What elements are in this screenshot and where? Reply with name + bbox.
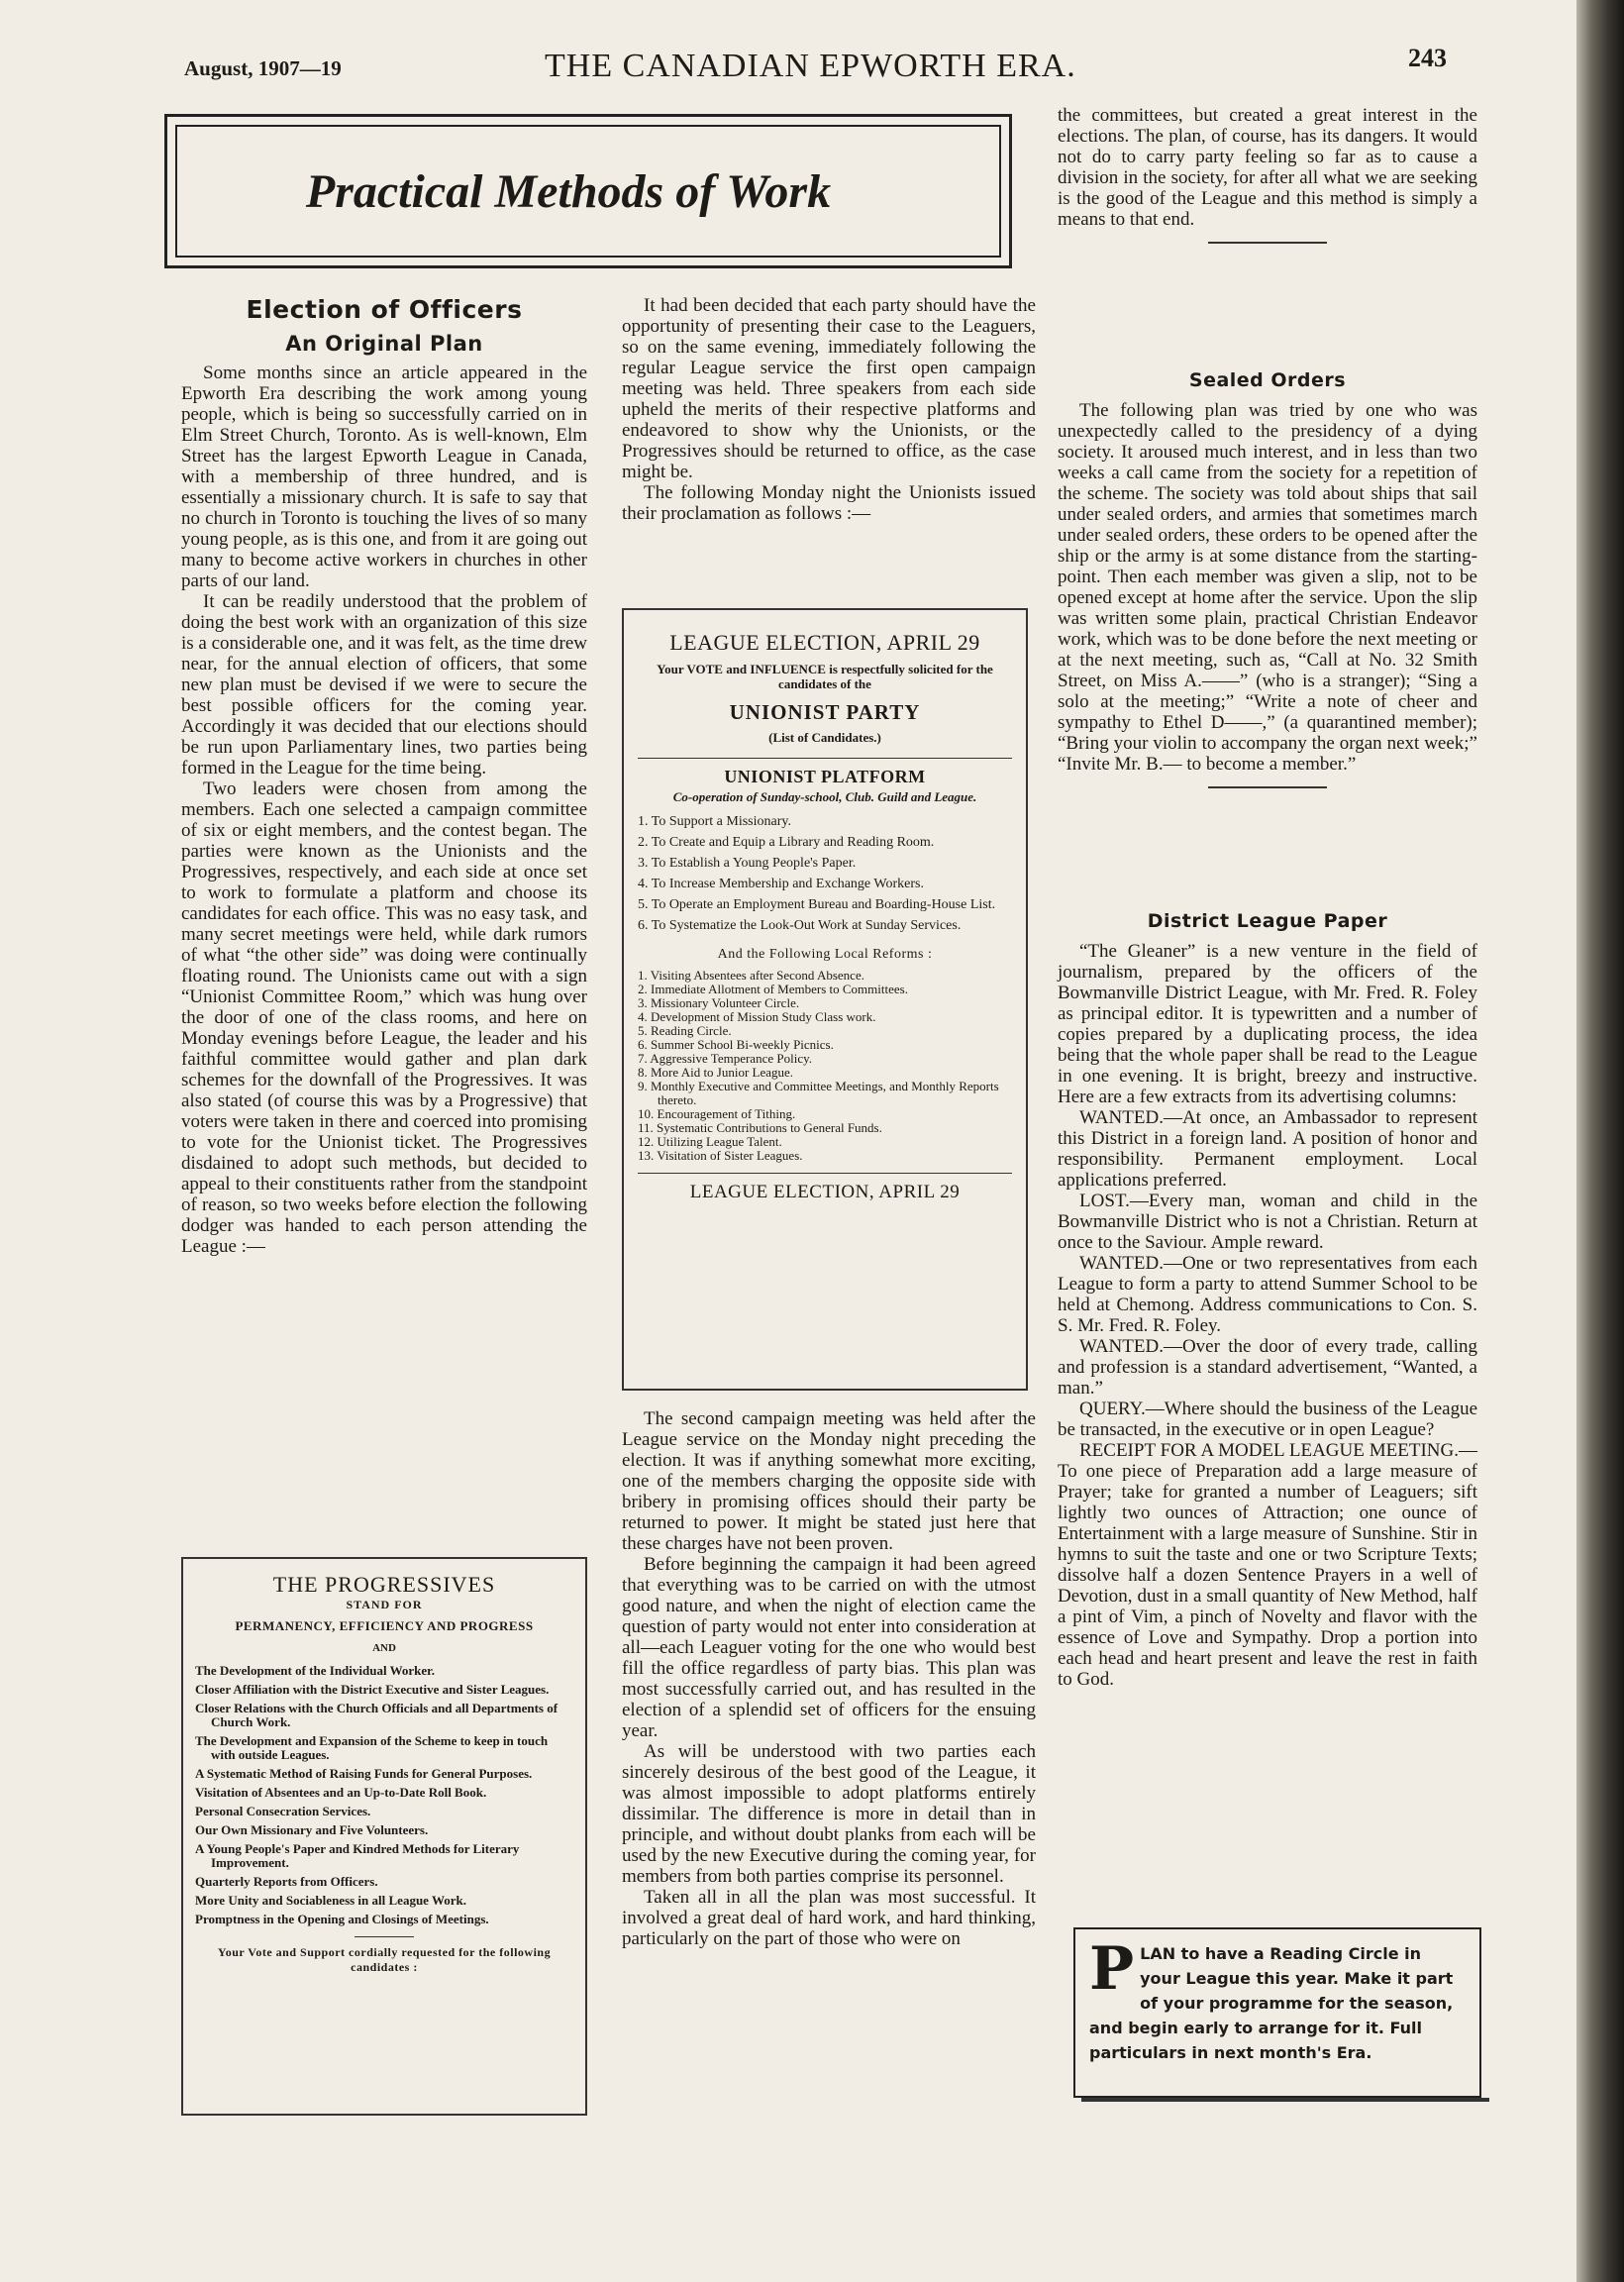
divider bbox=[638, 758, 1012, 759]
section-masthead bbox=[164, 114, 1012, 268]
column-2-continued bbox=[622, 1408, 1036, 1949]
local-reforms-heading: And the Following Local Reforms : bbox=[717, 947, 933, 962]
list-item: 10. Encouragement of Tithing. bbox=[638, 1106, 796, 1121]
dodger-and: AND bbox=[372, 1642, 396, 1654]
drop-cap: P bbox=[1089, 1934, 1135, 2004]
progressives-dodger bbox=[181, 1557, 587, 2116]
dodger-vote-request: Your Vote and Support cordially requested for the following candidates : bbox=[217, 1945, 552, 1974]
column-3 bbox=[1058, 105, 1477, 258]
list-item: 4. To Increase Membership and Exchange Workers. bbox=[638, 877, 924, 891]
list-item: More Unity and Sociableness in all League Work. bbox=[195, 1893, 466, 1908]
list-item: 12. Utilizing League Talent. bbox=[638, 1134, 782, 1149]
paragraph: The following Monday night the Unionists issued their proclamation as follows :— bbox=[622, 482, 1036, 524]
magazine-title: THE CANADIAN EPWORTH ERA. bbox=[545, 48, 1076, 84]
dodger-title: THE PROGRESSIVES bbox=[272, 1572, 496, 1597]
list-item: 2. To Create and Equip a Library and Reading Room. bbox=[638, 835, 935, 850]
proclamation-title: LEAGUE ELECTION, APRIL 29 bbox=[669, 630, 980, 655]
section-title: Practical Methods of Work bbox=[305, 164, 832, 218]
paragraph: Some months since an article appeared in the Epworth Era describing the work among young people, which is being so successfully carried on in Elm Street Church, Toronto. As is well-known, Elm Street has the largest Epworth League in Canada, with a membership of three hundred, and is essentially a missionary church. It is safe to say that no church in Toronto is touching the lives of so many young people, as is this one, and from it are going out many to become active workers in churches in other parts of our land. bbox=[181, 363, 587, 591]
list-item: Personal Consecration Services. bbox=[195, 1804, 371, 1818]
column-1 bbox=[181, 295, 587, 1257]
divider bbox=[355, 1936, 414, 1937]
district-paper-article bbox=[1058, 909, 1477, 1690]
paragraph: As will be understood with two parties each sincerely desirous of the best good of the League, it was almost impossible to adopt platforms entirely dissimilar. The difference is more in detail than in principle, and without doubt planks from each will be used by the new Executive during the coming year, for members from both parties comprise its personnel. bbox=[622, 1741, 1036, 1887]
paragraph: WANTED.—Over the door of every trade, calling and profession is a standard advertisement, “Wanted, a man.” bbox=[1058, 1336, 1477, 1399]
list-item: The Development of the Individual Worker. bbox=[195, 1663, 435, 1678]
paragraph: LOST.—Every man, woman and child in the Bowmanville District who is not a Christian. Return at once to the Saviour. Ample reward. bbox=[1058, 1191, 1477, 1253]
paragraph: WANTED.—One or two representatives from each League to form a party to attend Summer School to be held at Chemong. Address communications to Con. S. S. Mr. Fred. R. Foley. bbox=[1058, 1253, 1477, 1336]
list-item: A Systematic Method of Raising Funds for General Purposes. bbox=[195, 1766, 533, 1781]
list-item: Closer Relations with the Church Officials and all Departments of Church Work. bbox=[195, 1701, 558, 1729]
article-heading: District League Paper bbox=[1147, 910, 1388, 932]
dodger-list bbox=[195, 1664, 573, 1926]
divider bbox=[638, 1173, 1012, 1174]
book-spine bbox=[1576, 0, 1624, 2282]
list-item: 13. Visitation of Sister Leagues. bbox=[638, 1148, 803, 1163]
list-item: A Young People's Paper and Kindred Methods for Literary Improvement. bbox=[195, 1841, 520, 1870]
paragraph: The following plan was tried by one who was unexpectedly called to the presidency of a dying society. It aroused much interest, and in less than two weeks a call came from the society for a repetition of the scheme. The society was told about ships that sail under sealed orders, and armies that sometimes march under sealed orders, these orders to be opened after the ship or the army is at some distance from the starting-point. Then each member was given a slip, not to be opened except at home after the service. Upon the slip was written some plain, practical Christian Endeavor work, which was to be done before the next meeting or at the next meeting, such as, “Call at No. 32 Smith Street, on Miss A.——” (who is a stranger); “Sing a solo at the meeting;” “Write a note of cheer and sympathy to Ethel D——,” (a quarantined member); “Bring your violin to accompany the organ next week;” “Invite Mr. B.— to become a member.” bbox=[1058, 400, 1477, 775]
paragraph: RECEIPT FOR A MODEL LEAGUE MEETING.—To one piece of Preparation add a large measure of Prayer; take for granted a number of Leaguers; sift lightly two ounces of Attraction; one ounce of Entertainment with a large measure of Sunshine. Stir in hymns to suit the taste and one or two Scripture Texts; dissolve half a dozen Sentence Prayers in a well of Devotion, dust in a small quantity of New Method, half a pint of Vim, a pinch of Novelty and flavor with the essence of Love and Sympathy. Drop a portion into each head and heart present and leave the rest in faith to God. bbox=[1058, 1440, 1477, 1690]
sealed-orders-article bbox=[1058, 368, 1477, 802]
list-item: 8. More Aid to Junior League. bbox=[638, 1065, 794, 1080]
list-item: 6. To Systematize the Look-Out Work at Sunday Services. bbox=[638, 918, 962, 933]
proclamation-solicit: Your VOTE and INFLUENCE is respectfully solicited for the candidates of the bbox=[657, 662, 993, 691]
divider bbox=[1208, 242, 1327, 244]
list-item: 3. Missionary Volunteer Circle. bbox=[638, 995, 800, 1010]
list-item: 9. Monthly Executive and Committee Meetings, and Monthly Reports thereto. bbox=[638, 1079, 999, 1107]
platform-planks bbox=[638, 814, 1012, 934]
ad-text: LAN to have a Reading Circle in your League this year. Make it part of your programme for the season, and begin early to arrange for it. Full particulars in next month's Era. bbox=[1089, 1944, 1454, 2062]
list-item: Our Own Missionary and Five Volunteers. bbox=[195, 1822, 429, 1837]
list-item: 6. Summer School Bi-weekly Picnics. bbox=[638, 1037, 834, 1052]
paragraph: It had been decided that each party should have the opportunity of presenting their case to the Leaguers, so on the same evening, immediately following the regular League service the first open campaign meeting was held. Three speakers from each side upheld the merits of their respective platforms and endeavored to show why the Unionists, or the Progressives should be returned to office, as the case might be. bbox=[622, 295, 1036, 482]
party-name: UNIONIST PARTY bbox=[729, 700, 921, 724]
article-subheading: An Original Plan bbox=[285, 332, 483, 356]
local-reforms bbox=[638, 969, 1012, 1163]
platform-subtitle: Co-operation of Sunday-school, Club. Guild and League. bbox=[672, 789, 977, 804]
paragraph: It can be readily understood that the problem of doing the best work with an organization of this size is a considerable one, and it was felt, as the time drew near, for the annual election of officers, that some new plan must be devised if we were to secure the best possible officers for the coming year. Accordingly it was decided that our elections should be run upon Parliamentary lines, two parties being formed in the League for the time being. bbox=[181, 591, 587, 778]
page-number: 243 bbox=[1408, 44, 1447, 72]
issue-date: August, 1907—19 bbox=[184, 56, 342, 80]
paragraph: “The Gleaner” is a new venture in the field of journalism, prepared by the officers of the Bowmanville District League, with Mr. Fred. R. Foley as principal editor. It is typewritten and a number of copies prepared by a duplicating process, the idea being that the whole paper shall be read to the League in one evening. It is bright, breezy and instructive. Here are a few extracts from its advertising columns: bbox=[1058, 941, 1477, 1107]
list-item: 2. Immediate Allotment of Members to Committees. bbox=[638, 982, 908, 996]
list-item: 11. Systematic Contributions to General Funds. bbox=[638, 1120, 882, 1135]
list-item: Quarterly Reports from Officers. bbox=[195, 1874, 378, 1889]
list-item: 3. To Establish a Young People's Paper. bbox=[638, 856, 857, 871]
paragraph: The second campaign meeting was held after the League service on the Monday night preceding the election. It was if anything somewhat more exciting, one of the members charging the opposite side with bribery in promising offices should their party be returned to power. It might be stated just here that these charges have not been proven. bbox=[622, 1408, 1036, 1554]
paragraph: Two leaders were chosen from among the members. Each one selected a campaign committee of six or eight members, and the contest began. The parties were known as the Unionists and the Progressives, respectively, and each side at once set to work to formulate a platform and choose its candidates for each office. This was no easy task, and many secret meetings were held, while dark rumors of what “the other side” was doing were continually floating round. The Unionists came out with a sign “Unionist Committee Room,” which was hung over the door of one of the class rooms, and here on Monday evenings before League, the leader and his faithful committee would gather and plan dark schemes for the downfall of the Progressives. It was also stated (of course this was by a Progressive) that voters were taken in there and coerced into promising to vote for the Unionist ticket. The Progressives disdained to adopt such methods, but decided to appeal to their constituents rather from the standpoint of reason, so two weeks before election the following dodger was handed to each person attending the League :— bbox=[181, 778, 587, 1257]
masthead-frame bbox=[175, 125, 1001, 258]
paragraph: WANTED.—At once, an Ambassador to represent this District in a foreign land. A position of honor and responsibility. Permanent employment. Local applications preferred. bbox=[1058, 1107, 1477, 1191]
list-item: 1. To Support a Missionary. bbox=[638, 814, 791, 829]
paragraph: Before beginning the campaign it had been agreed that everything was to be carried on with the utmost good nature, and when the night of election came the question of party would not enter into consideration at all—each Leaguer voting for the one who would best fill the office regardless of party bias. This plan was most successfully carried out, and has resulted in the election of a splendid set of officers for the ensuing year. bbox=[622, 1554, 1036, 1741]
proclamation-footer: LEAGUE ELECTION, APRIL 29 bbox=[689, 1182, 961, 1202]
unionist-proclamation bbox=[622, 608, 1028, 1391]
list-item: 1. Visiting Absentees after Second Absence. bbox=[638, 968, 864, 983]
dodger-stand-for: STAND FOR bbox=[346, 1598, 423, 1611]
list-item: The Development and Expansion of the Scheme to keep in touch with outside Leagues. bbox=[195, 1733, 549, 1762]
list-item: 4. Development of Mission Study Class work. bbox=[638, 1009, 876, 1024]
paragraph: Taken all in all the plan was most successful. It involved a great deal of hard work, and hard thinking, particularly on the part of those who were on bbox=[622, 1887, 1036, 1949]
platform-heading: UNIONIST PLATFORM bbox=[724, 767, 926, 786]
list-item: 5. Reading Circle. bbox=[638, 1023, 732, 1038]
list-item: Closer Affiliation with the District Executive and Sister Leagues. bbox=[195, 1682, 550, 1697]
article-heading: Sealed Orders bbox=[1188, 369, 1347, 391]
list-item: 5. To Operate an Employment Bureau and Boarding-House List. bbox=[638, 897, 996, 912]
paragraph: the committees, but created a great interest in the elections. The plan, of course, has its dangers. It would not do to carry party feeling so far as to cause a division in the society, for after all what we are seeking is the good of the League and this method is simply a means to that end. bbox=[1058, 105, 1477, 230]
list-item: Promptness in the Opening and Closings of Meetings. bbox=[195, 1912, 489, 1926]
paragraph: QUERY.—Where should the business of the League be transacted, in the executive or in open League? bbox=[1058, 1399, 1477, 1440]
ad-shadow bbox=[1081, 2098, 1489, 2102]
divider bbox=[1208, 786, 1327, 788]
candidates-label: (List of Candidates.) bbox=[768, 730, 881, 745]
article-heading: Election of Officers bbox=[246, 295, 523, 324]
dodger-slogan: PERMANENCY, EFFICIENCY AND PROGRESS bbox=[235, 1618, 534, 1633]
column-2 bbox=[622, 295, 1036, 524]
list-item: 7. Aggressive Temperance Policy. bbox=[638, 1051, 812, 1066]
list-item: Visitation of Absentees and an Up-to-Date Roll Book. bbox=[195, 1785, 487, 1800]
reading-circle-ad bbox=[1073, 1927, 1481, 2098]
